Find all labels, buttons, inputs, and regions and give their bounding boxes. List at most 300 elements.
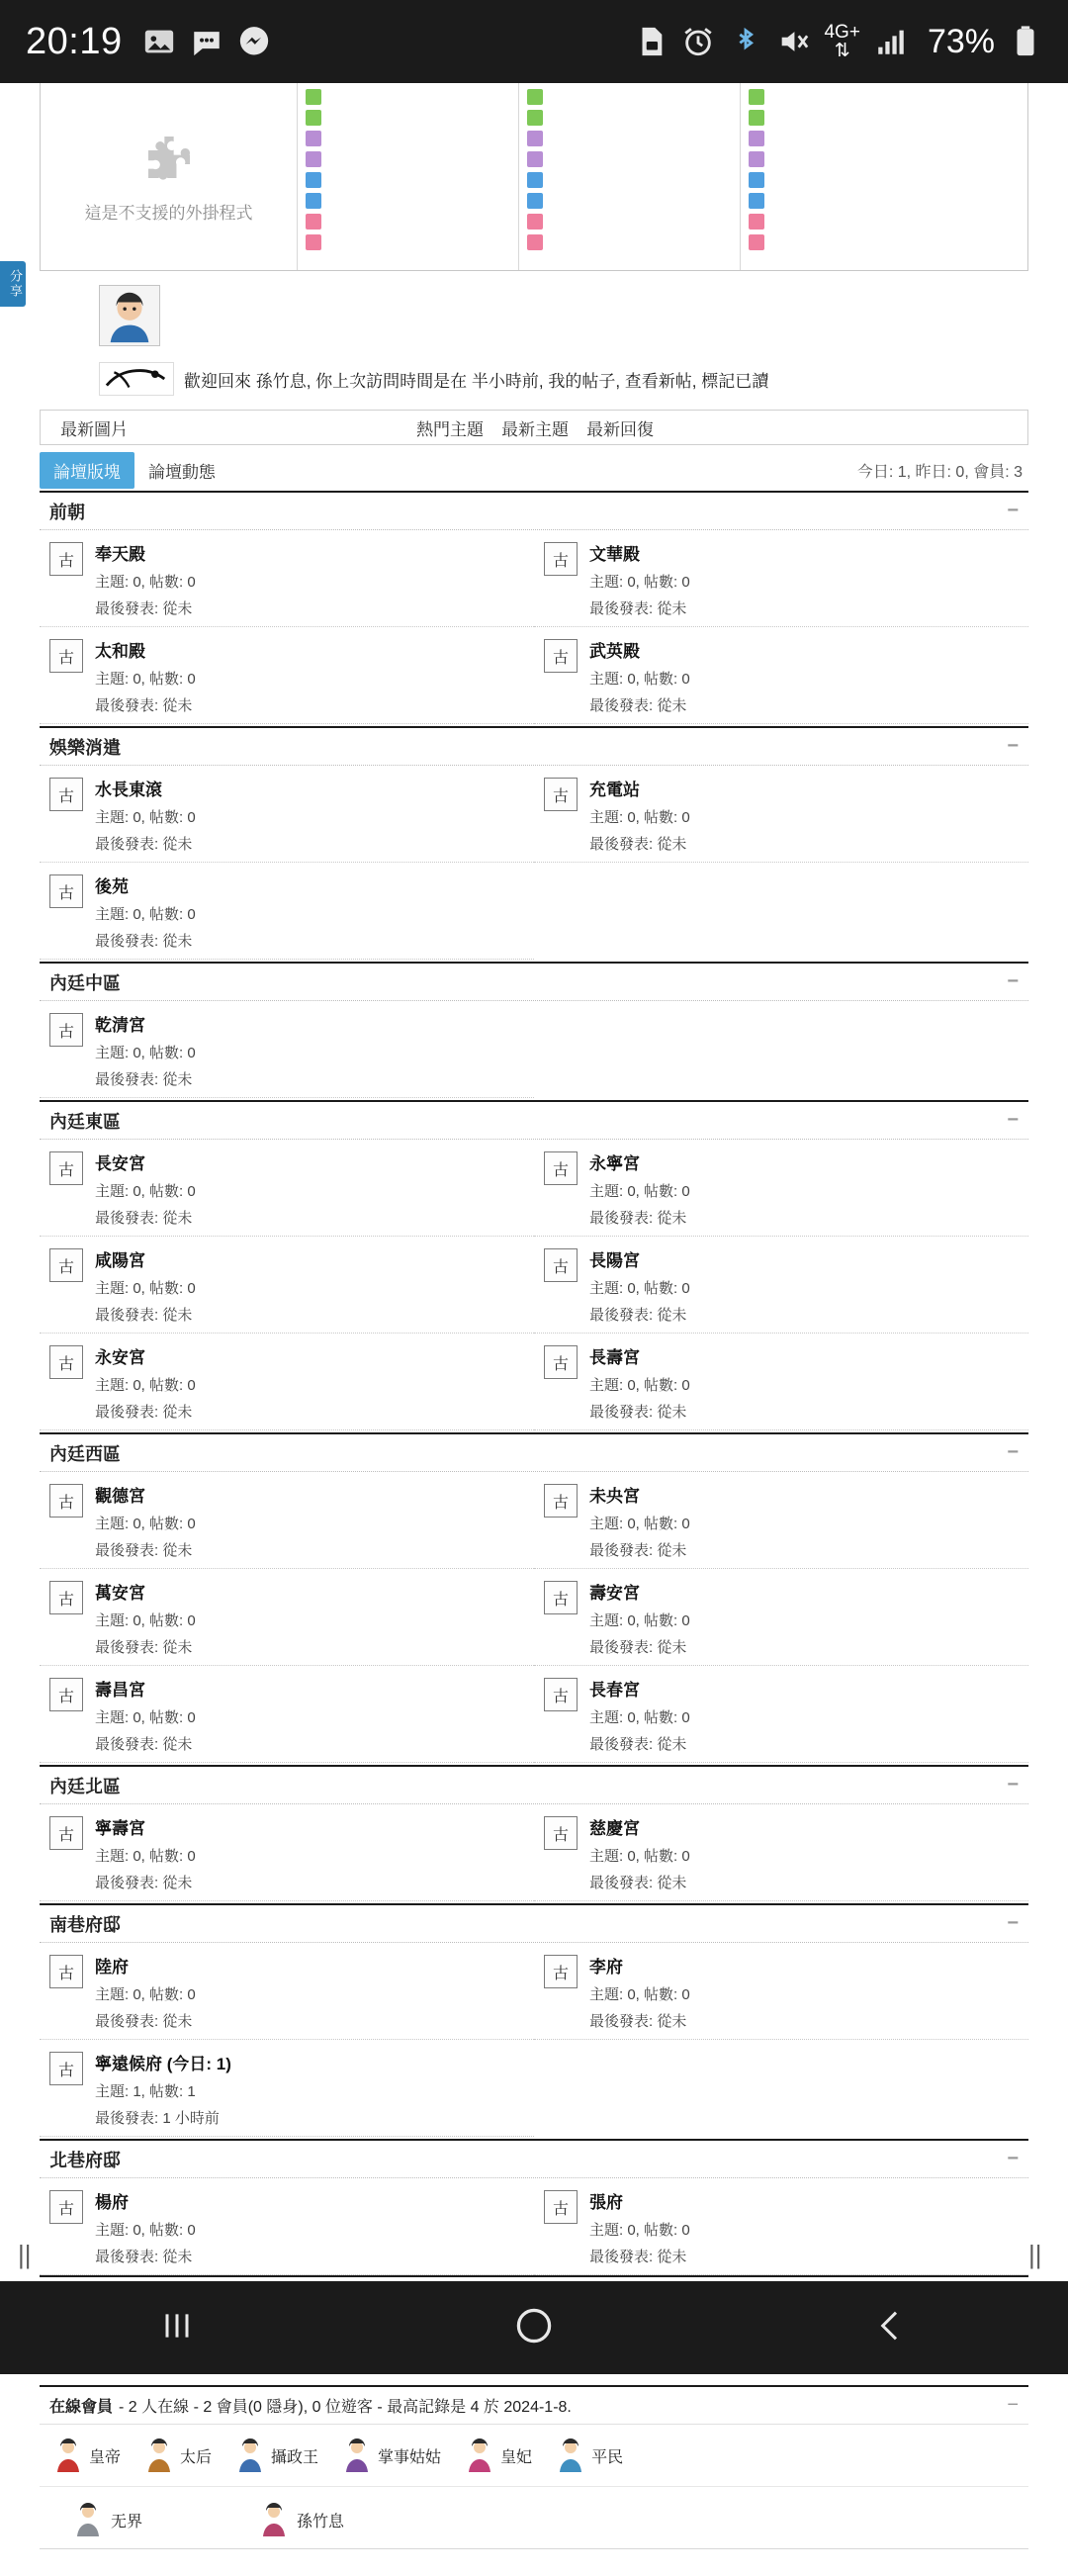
online-members-header (40, 2387, 1028, 2425)
forum-stats: 主題: 0, 帖數: 0 (95, 809, 196, 826)
unsupported-plugin-strip (40, 83, 1028, 271)
forum-last-post: 最後發表: 從未 (589, 1404, 687, 1421)
forum-stats: 主題: 0, 帖數: 0 (95, 1612, 196, 1629)
mini-tile-green-icon (306, 110, 321, 126)
network-type-label: 4G+ (824, 22, 860, 43)
forum-stats: 主題: 0, 帖數: 0 (95, 1709, 196, 1726)
forum-last-post: 最後發表: 從未 (95, 1210, 193, 1227)
forum-last-post: 最後發表: 從未 (95, 1071, 193, 1088)
forum-category (40, 1100, 1028, 1430)
tab-forum-activity[interactable]: 論壇動態 (148, 462, 216, 482)
forum-title[interactable]: 充電站 (589, 781, 640, 799)
forum-body (95, 637, 196, 715)
mini-tile-pink-icon (749, 234, 764, 250)
online-members-list (40, 2487, 1028, 2548)
forum-last-post: 最後發表: 從未 (589, 2249, 687, 2265)
avatar[interactable] (99, 285, 160, 346)
plugin-icon-column-2 (519, 83, 741, 270)
forum-item[interactable] (534, 1334, 1028, 1430)
forum-last-post: 最後發表: 從未 (95, 1404, 193, 1421)
nav-topic-filters[interactable] (416, 415, 654, 440)
forum-last-post: 最後發表: 從未 (95, 600, 193, 617)
category-title: 南巷府邸 (49, 1914, 121, 1935)
forum-icon: 古 (49, 1013, 83, 1047)
category-header[interactable] (40, 1767, 1028, 1804)
category-header[interactable] (40, 728, 1028, 766)
forum-stats: 主題: 0, 帖數: 0 (589, 574, 690, 591)
signal-bars-icon (874, 25, 908, 58)
member-avatar-icon (261, 2503, 287, 2536)
forum-last-post: 最後發表: 從未 (589, 2013, 687, 2030)
forum-icon: 古 (544, 639, 578, 673)
forum-item[interactable] (534, 1237, 1028, 1334)
category-title: 北巷府邸 (49, 2150, 121, 2170)
network-arrows-icon: ⇅ (834, 41, 850, 61)
forum-stats: 主題: 0, 帖數: 0 (95, 1377, 196, 1394)
online-member-item[interactable] (261, 2503, 344, 2536)
forum-last-post: 最後發表: 從未 (589, 1875, 687, 1891)
forum-body (95, 1011, 196, 1089)
mini-tile-green-icon (527, 110, 543, 126)
forum-title[interactable]: 長壽宮 (589, 1348, 640, 1367)
user-group-label: 太后 (180, 2448, 213, 2466)
site-logo[interactable] (99, 362, 174, 396)
forum-icon: 古 (544, 1955, 578, 1988)
forum-icon: 古 (544, 542, 578, 576)
chat-icon (190, 25, 223, 58)
forum-item[interactable] (534, 1140, 1028, 1237)
mini-tile-blue-icon (306, 172, 321, 188)
forum-title[interactable]: 未央宮 (589, 1487, 640, 1506)
android-navigation-bar[interactable] (0, 2281, 1068, 2374)
forum-item[interactable] (534, 627, 1028, 724)
forum-grid (40, 2178, 1028, 2275)
online-member-item[interactable] (75, 2503, 142, 2536)
nav-new-replies[interactable]: 最新回復 (586, 419, 654, 439)
status-bar-clock: 20:19 (26, 20, 123, 62)
forum-page-content (40, 83, 1028, 2576)
forum-stats: 主題: 0, 帖數: 0 (95, 1516, 196, 1532)
forum-item[interactable] (40, 1804, 534, 1901)
category-header[interactable] (40, 2141, 1028, 2178)
forum-body (589, 1953, 690, 2031)
forum-body (95, 776, 196, 854)
forum-stats: 主題: 0, 帖數: 0 (589, 1612, 690, 1629)
forum-item[interactable] (40, 627, 534, 724)
collapse-icon[interactable]: − (1007, 2148, 1019, 2169)
forum-title[interactable]: 長春宮 (589, 1681, 640, 1700)
user-group-avatar-icon (558, 2438, 583, 2472)
avatar-illustration-icon (101, 287, 158, 344)
forum-stats: 主題: 0, 帖數: 0 (589, 1986, 690, 2003)
forum-stats: 主題: 0, 帖數: 0 (589, 671, 690, 688)
plugin-placeholder-label: 這是不支援的外掛程式 (84, 204, 253, 223)
forum-stats: 主題: 0, 帖數: 0 (95, 574, 196, 591)
nav-hot-topics[interactable]: 熱門主題 (416, 419, 484, 439)
sim-card-icon (634, 25, 668, 58)
category-title: 內廷中區 (49, 972, 121, 993)
forum-body (589, 1676, 690, 1754)
forum-item[interactable] (40, 766, 534, 863)
forum-body (95, 1953, 196, 2031)
home-icon[interactable] (512, 2304, 556, 2352)
forum-item[interactable] (40, 1666, 534, 1763)
forum-last-post: 最後發表: 從未 (95, 1736, 193, 1753)
collapse-icon[interactable]: − (1007, 2394, 1019, 2416)
online-member-name[interactable]: 无界 (111, 2513, 143, 2530)
collapse-icon[interactable]: − (1007, 1109, 1019, 1131)
forum-stats: 主題: 0, 帖數: 0 (95, 1986, 196, 2003)
tab-forum-sections[interactable]: 論壇版塊 (40, 452, 134, 489)
recents-icon[interactable] (157, 2306, 197, 2350)
forum-last-post: 最後發表: 從未 (589, 1639, 687, 1656)
status-bar-system-icons (634, 23, 1042, 61)
forum-grid (40, 1001, 1028, 1098)
forum-stats: 主題: 0, 帖數: 0 (589, 1848, 690, 1865)
mini-tile-purple-icon (306, 131, 321, 146)
forum-last-post: 最後發表: 從未 (589, 1307, 687, 1324)
forum-body (95, 540, 196, 618)
forum-body (589, 1150, 690, 1228)
forum-last-post: 最後發表: 從未 (589, 697, 687, 714)
forum-category (40, 1903, 1028, 2137)
forum-body (95, 1246, 196, 1325)
forum-stats: 主題: 0, 帖數: 0 (589, 1280, 690, 1297)
forum-item[interactable] (40, 1237, 534, 1334)
forum-title[interactable]: 乾清宮 (95, 1016, 145, 1035)
forum-icon: 古 (544, 1816, 578, 1850)
user-group-avatar-icon (146, 2438, 172, 2472)
forum-icon: 古 (49, 2190, 83, 2224)
forum-body (589, 1579, 690, 1657)
forum-title[interactable]: 慈慶宮 (589, 1819, 640, 1838)
puzzle-piece-icon (141, 130, 197, 185)
plugin-icon-column-1 (298, 83, 519, 270)
forum-grid (40, 1472, 1028, 1763)
forum-icon: 古 (49, 1484, 83, 1518)
category-list (40, 491, 1028, 2275)
mini-tile-blue-icon (749, 172, 764, 188)
forum-title[interactable]: 寧壽宮 (95, 1819, 145, 1838)
user-group-label: 攝政王 (271, 2448, 319, 2466)
forum-body (589, 1343, 690, 1422)
forum-icon: 古 (544, 778, 578, 811)
user-group-label: 平民 (591, 2448, 624, 2466)
forum-stats: 主題: 0, 帖數: 0 (589, 1709, 690, 1726)
forum-body (589, 776, 690, 854)
forum-title[interactable]: 楊府 (95, 2193, 129, 2212)
mini-tile-purple-icon (527, 131, 543, 146)
forum-grid (40, 530, 1028, 724)
scroll-handle-left[interactable]: || (18, 2240, 32, 2269)
collapse-icon[interactable]: − (1007, 500, 1019, 521)
photos-icon (142, 25, 176, 58)
forum-stats: 主題: 0, 帖數: 0 (95, 906, 196, 923)
forum-last-post: 最後發表: 從未 (589, 1210, 687, 1227)
welcome-banner[interactable] (40, 352, 1028, 402)
mute-icon (776, 25, 810, 58)
forum-icon: 古 (49, 1581, 83, 1614)
forum-item[interactable] (40, 2040, 534, 2137)
forum-icon: 古 (49, 2052, 83, 2085)
forum-title[interactable]: 長陽宮 (589, 1251, 640, 1270)
forum-body (95, 1676, 196, 1754)
welcome-text[interactable]: 歡迎回來 孫竹息, 你上次訪問時間是在 半小時前, 我的帖子, 查看新帖, 標記已讀 (184, 371, 769, 391)
forum-last-post: 最後發表: 從未 (95, 1542, 193, 1559)
mini-tile-purple-icon (749, 151, 764, 167)
forum-icon: 古 (49, 1345, 83, 1379)
forum-item[interactable] (534, 1569, 1028, 1666)
mini-tile-purple-icon (527, 151, 543, 167)
user-group-label: 皇妃 (500, 2448, 533, 2466)
forum-body (95, 2050, 231, 2128)
mini-tile-pink-icon (527, 214, 543, 230)
forum-item[interactable] (40, 863, 534, 960)
user-group-label: 皇帝 (89, 2448, 122, 2466)
forum-last-post: 最後發表: 從未 (589, 1542, 687, 1559)
user-group-item[interactable] (467, 2438, 532, 2472)
nav-latest-images[interactable]: 最新圖片 (60, 419, 128, 439)
member-avatar-icon (75, 2503, 101, 2536)
user-group-item[interactable] (55, 2438, 121, 2472)
forum-grid (40, 1804, 1028, 1901)
forum-stats: 主題: 0, 帖數: 0 (95, 1045, 196, 1061)
status-bar (0, 0, 1068, 83)
mini-tile-purple-icon (306, 151, 321, 167)
forum-body (95, 1814, 196, 1892)
forum-last-post: 最後發表: 從未 (95, 933, 193, 950)
forum-icon: 古 (49, 1816, 83, 1850)
forum-icon: 古 (49, 1151, 83, 1185)
forum-title[interactable]: 武英殿 (589, 642, 640, 661)
site-logo-icon (100, 363, 173, 395)
forum-title[interactable]: 陸府 (95, 1958, 129, 1977)
forum-icon: 古 (544, 1581, 578, 1614)
forum-icon: 古 (49, 1248, 83, 1282)
footer-partial (40, 2548, 1028, 2576)
forum-icon: 古 (49, 639, 83, 673)
forum-grid (40, 1943, 1028, 2137)
user-group-label: 掌事姑姑 (378, 2448, 442, 2466)
mini-tile-blue-icon (527, 172, 543, 188)
forum-stats: 主題: 0, 帖數: 0 (95, 2222, 196, 2239)
forum-stats-label: 今日: 1, 昨日: 0, 會員: 3 (856, 463, 1023, 481)
category-header[interactable] (40, 493, 1028, 530)
forum-body (589, 1814, 690, 1892)
alarm-icon (681, 25, 715, 58)
user-group-item[interactable] (558, 2438, 623, 2472)
mini-tile-blue-icon (306, 193, 321, 209)
forum-item[interactable] (534, 766, 1028, 863)
category-header[interactable] (40, 1905, 1028, 1943)
forum-title[interactable]: 水長東滾 (95, 781, 162, 799)
forum-item[interactable] (534, 1804, 1028, 1901)
forum-body (589, 1482, 690, 1560)
forum-stats: 主題: 0, 帖數: 0 (95, 1183, 196, 1200)
forum-title[interactable]: 李府 (589, 1958, 623, 1977)
forum-body (589, 2188, 690, 2266)
forum-body (95, 1579, 196, 1657)
forum-title[interactable]: 寧遠候府 (今日: 1) (95, 2055, 231, 2073)
forum-category (40, 2139, 1028, 2275)
mini-tile-blue-icon (749, 193, 764, 209)
forum-last-post: 最後發表: 從未 (95, 697, 193, 714)
user-group-item[interactable] (146, 2438, 212, 2472)
forum-last-post: 最後發表: 1 小時前 (95, 2110, 220, 2127)
forum-icon: 古 (544, 1248, 578, 1282)
forum-title[interactable]: 張府 (589, 2193, 623, 2212)
forum-item[interactable] (534, 530, 1028, 627)
forum-last-post: 最後發表: 從未 (95, 1875, 193, 1891)
forum-icon: 古 (49, 874, 83, 908)
category-title: 內廷西區 (49, 1443, 121, 1464)
mini-tile-purple-icon (749, 131, 764, 146)
forum-icon: 古 (49, 1678, 83, 1711)
forum-last-post: 最後發表: 從未 (589, 836, 687, 853)
forum-title[interactable]: 永安宮 (95, 1348, 145, 1367)
user-group-avatar-icon (467, 2438, 492, 2472)
user-avatar-row[interactable] (40, 271, 1028, 352)
forum-item[interactable] (40, 1334, 534, 1430)
mini-tile-green-icon (749, 110, 764, 126)
forum-title[interactable]: 壽昌宮 (95, 1681, 145, 1700)
forum-title[interactable]: 長安宮 (95, 1154, 145, 1173)
battery-percent-label: 73% (927, 22, 995, 60)
forum-body (95, 1343, 196, 1422)
scroll-handle-right[interactable]: || (1028, 2240, 1042, 2269)
category-header[interactable] (40, 1102, 1028, 1140)
forum-icon: 古 (544, 2190, 578, 2224)
forum-category (40, 962, 1028, 1098)
collapse-icon[interactable]: − (1007, 1441, 1019, 1463)
category-header[interactable] (40, 1434, 1028, 1472)
forum-last-post: 最後發表: 從未 (589, 1736, 687, 1753)
forum-category (40, 726, 1028, 960)
forum-body (589, 1246, 690, 1325)
forum-stats: 主題: 0, 帖數: 0 (589, 1377, 690, 1394)
forum-item[interactable] (40, 1569, 534, 1666)
category-header[interactable] (40, 964, 1028, 1001)
forum-category (40, 1432, 1028, 1763)
category-title: 前朝 (49, 502, 85, 522)
forum-item[interactable] (40, 2178, 534, 2275)
forum-item[interactable] (40, 530, 534, 627)
forum-item[interactable] (534, 2178, 1028, 2275)
forum-title[interactable]: 萬安宮 (95, 1584, 145, 1603)
forum-title[interactable]: 奉天殿 (95, 545, 145, 564)
forum-icon: 古 (544, 1151, 578, 1185)
forum-item[interactable] (534, 1943, 1028, 2040)
mini-tile-pink-icon (749, 214, 764, 230)
forum-stats: 主題: 1, 帖數: 1 (95, 2083, 196, 2100)
mini-tile-pink-icon (306, 234, 321, 250)
forum-title[interactable]: 太和殿 (95, 642, 145, 661)
plugin-placeholder (41, 83, 298, 270)
forum-item[interactable] (534, 1472, 1028, 1569)
forum-title[interactable]: 文華殿 (589, 545, 640, 564)
forum-body (95, 873, 196, 951)
forum-stats: 主題: 0, 帖數: 0 (95, 671, 196, 688)
messenger-icon (237, 25, 271, 58)
forum-grid (40, 1140, 1028, 1430)
forum-title[interactable]: 後苑 (95, 877, 129, 896)
collapse-icon[interactable]: − (1007, 1912, 1019, 1934)
forum-stats: 主題: 0, 帖數: 0 (589, 809, 690, 826)
user-group-avatar-icon (344, 2438, 370, 2472)
forum-title[interactable]: 咸陽宮 (95, 1251, 145, 1270)
collapse-icon[interactable]: − (1007, 1774, 1019, 1795)
category-title: 內廷北區 (49, 1776, 121, 1796)
forum-title[interactable]: 永寧宮 (589, 1154, 640, 1173)
forum-body (95, 2188, 196, 2266)
secondary-navbar[interactable] (40, 410, 1028, 445)
forum-body (95, 1482, 196, 1560)
mini-tile-pink-icon (527, 234, 543, 250)
bluetooth-icon (729, 25, 762, 58)
category-title: 娛樂消遣 (49, 737, 121, 758)
forum-stats: 主題: 0, 帖數: 0 (589, 2222, 690, 2239)
back-icon[interactable] (871, 2306, 911, 2350)
forum-body (95, 1150, 196, 1228)
forum-last-post: 最後發表: 從未 (95, 2249, 193, 2265)
forum-category (40, 1765, 1028, 1901)
forum-last-post: 最後發表: 從未 (95, 1639, 193, 1656)
collapse-icon[interactable]: − (1007, 970, 1019, 992)
forum-title[interactable]: 壽安宮 (589, 1584, 640, 1603)
forum-tabs[interactable] (40, 451, 1028, 489)
user-group-item[interactable] (237, 2438, 318, 2472)
forum-stats: 主題: 0, 帖數: 0 (95, 1848, 196, 1865)
user-group-item[interactable] (344, 2438, 441, 2472)
forum-last-post: 最後發表: 從未 (95, 2013, 193, 2030)
share-side-tab[interactable]: 分享 (0, 261, 26, 307)
forum-icon: 古 (544, 1678, 578, 1711)
user-group-avatar-icon (237, 2438, 263, 2472)
online-members-title: 在線會員 (49, 2399, 114, 2416)
category-title: 內廷東區 (49, 1111, 121, 1132)
mini-tile-pink-icon (306, 214, 321, 230)
user-group-avatar-icon (55, 2438, 81, 2472)
forum-item[interactable] (40, 1001, 534, 1098)
forum-item[interactable] (40, 1472, 534, 1569)
forum-last-post: 最後發表: 從未 (95, 836, 193, 853)
online-member-name[interactable]: 孫竹息 (297, 2513, 345, 2530)
forum-icon: 古 (49, 542, 83, 576)
mini-tile-blue-icon (527, 193, 543, 209)
forum-title[interactable]: 觀德宮 (95, 1487, 145, 1506)
online-members-summary: - 2 人在線 - 2 會員(0 隱身), 0 位遊客 - 最高記錄是 4 於 2024-1-8. (119, 2399, 572, 2416)
mini-tile-green-icon (306, 89, 321, 105)
forum-icon: 古 (544, 1484, 578, 1518)
forum-icon: 古 (544, 1345, 578, 1379)
collapse-icon[interactable]: − (1007, 735, 1019, 757)
nav-new-topics[interactable]: 最新主題 (501, 419, 569, 439)
forum-item[interactable] (534, 1666, 1028, 1763)
user-group-legend (40, 2425, 1028, 2487)
forum-item[interactable] (40, 1943, 534, 2040)
forum-icon: 古 (49, 778, 83, 811)
status-bar-notification-icons (142, 25, 271, 58)
forum-icon: 古 (49, 1955, 83, 1988)
forum-body (589, 540, 690, 618)
plugin-icon-column-3 (741, 83, 962, 270)
forum-body (589, 637, 690, 715)
forum-category (40, 491, 1028, 724)
forum-item[interactable] (40, 1140, 534, 1237)
forum-stats: 主題: 0, 帖數: 0 (589, 1183, 690, 1200)
browser-viewport[interactable] (0, 83, 1068, 2530)
forum-stats: 主題: 0, 帖數: 0 (95, 1280, 196, 1297)
